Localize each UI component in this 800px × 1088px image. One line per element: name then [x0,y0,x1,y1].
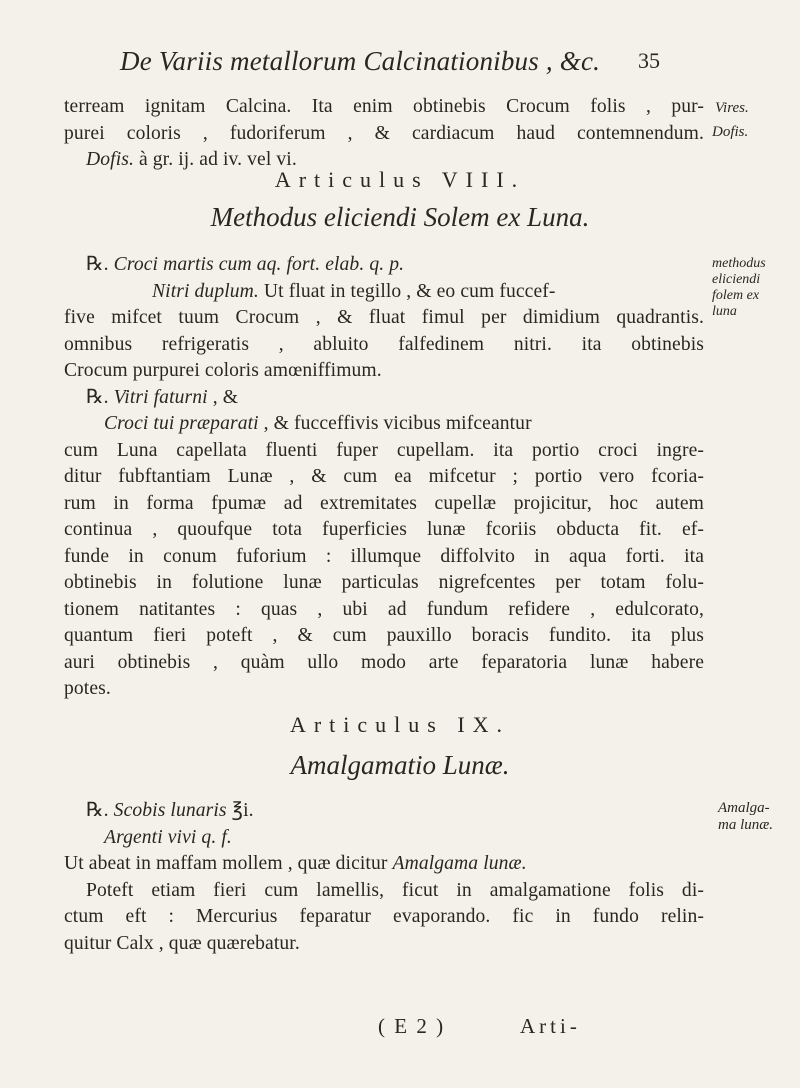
text-line: rum in forma fpumæ ad extremitates cupellæ projicitur, hoc autem [64,492,704,514]
catchword: Arti- [520,1014,581,1038]
article-heading-9: Articulus IX. [289,712,511,737]
margin-note-line: eliciendi [712,272,761,287]
margin-note-vires: Vires. [715,100,749,116]
text-line: potes. [64,678,111,699]
text-line: obtinebis in folutione lunæ particulas nigrefcentes per totam folu- [64,572,704,593]
text-line: Dofis. à gr. ij. ad iv. vel vi. [86,149,297,170]
page-footer [0,1014,800,1044]
margin-note-methodus [712,256,766,320]
page-number: 35 [638,48,660,73]
text-line: omnibus refrigeratis , abluito falfedinem nitri. ita obtinebis [64,333,704,355]
recipe-line: ℞. Vitri faturni , & [86,386,239,408]
text-line: funde in conum fuforium : illumque diffolvito in aqua forti. ita [64,545,704,567]
text-line: quitur Calx , quæ quærebatur. [64,932,300,954]
text-line: continua , quoufque tota fuperficies lunæ fcoriis obducta fit. ef- [64,519,704,540]
paragraph-opening [64,94,704,174]
text-line: tionem natitantes : quas , ubi ad fundum refidere , edulcorato, [64,598,704,620]
text-line: cum Luna capellata fluenti fuper cupellam. ita portio croci ingre- [64,439,704,461]
article-8-text [64,252,704,703]
section-title-8: Methodus eliciendi Solem ex Luna. [210,202,590,232]
text-line: purei coloris , fudoriferum , & cardiacum haud contemnendum. [64,122,704,144]
signature-mark: ( E 2 ) [378,1014,446,1038]
article-heading-8: Articulus VIII. [274,167,526,192]
article-9-text [64,798,704,957]
text-line: Ut abeat in maffam mollem , quæ dicitur Amalgama lunæ. [64,853,527,874]
text-line: ditur fubftantiam Lunæ , & cum ea mifcetur ; portio vero fcoria- [64,466,704,487]
margin-note-dosis: Dofis. [712,124,749,140]
margin-note-line: Amalga- [718,800,770,816]
text-line: auri obtinebis , quàm ullo modo arte feparatoria lunæ habere [64,651,704,673]
text-line: Poteft etiam fieri cum lamellis, ficut in amalgamatione folis di- [86,879,704,901]
text-line: ctum eft : Mercurius feparatur evaporando. fic in fundo relin- [64,906,704,927]
margin-note-line: luna [712,304,737,319]
recipe-line: Nitri duplum. Ut fluat in tegillo , & eo cum fuccef- [152,280,556,302]
running-header [120,38,760,88]
margin-note-line: folem ex [712,288,760,303]
text-line: Crocum purpurei coloris amœniffimum. [64,360,382,381]
section-title-9: Amalgamatio Lunæ. [290,750,510,780]
running-title: De Variis metallorum Calcinationibus , &c. [120,46,601,76]
text-line: quantum fieri poteft , & cum pauxillo boracis fundito. ita plus [64,625,704,646]
margin-note-line: methodus [712,256,766,271]
recipe-line: Croci tui præparati , & fucceffivis vicibus mifceantur [104,413,532,434]
recipe-line: Argenti vivi q. f. [104,826,232,848]
margin-note-amalgama [718,800,773,834]
margin-note-line: ma lunæ. [718,817,774,833]
recipe-line: ℞. Croci martis cum aq. fort. elab. q. p. [86,254,405,275]
recipe-line: ℞. Scobis lunaris ℥i. [86,800,254,821]
text-line: terream ignitam Calcina. Ita enim obtinebis Crocum folis , pur- [64,96,704,117]
text-line: five mifcet tuum Crocum , & fluat fimul per dimidium quadrantis. [64,307,704,328]
